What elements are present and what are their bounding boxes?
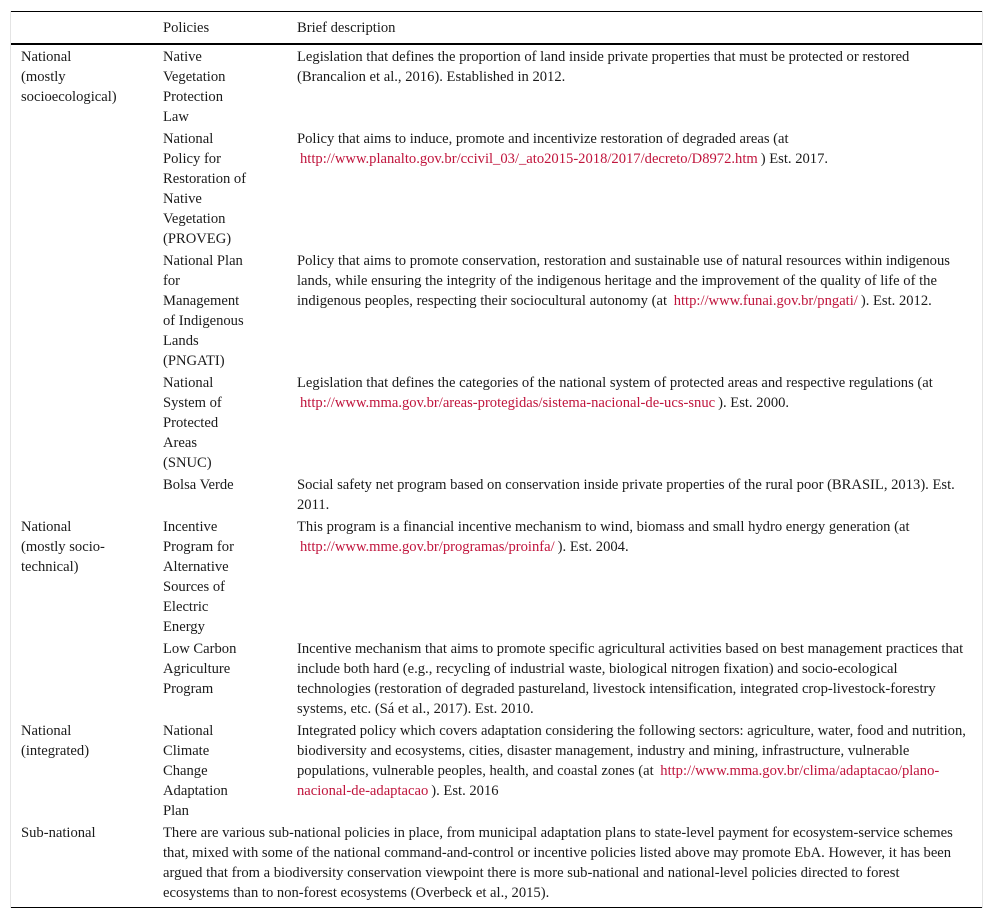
policy-link[interactable]: http://www.mme.gov.br/programas/proinfa/ (300, 539, 555, 555)
table-row (11, 637, 982, 719)
level-cell (11, 473, 163, 515)
description-text: Incentive mechanism that aims to promote specific agricultural activities based on best management practices that include both hard (e.g., recycling of industrial waste, biological nitrogen fixation) and socio-ecological technologies (restoration of degraded pastureland, livestock intensification, integrated crop-livestock-forestry systems, etc. (Sá et al., 2017). Est. 2010. (297, 641, 964, 717)
policy-name-cell: National Climate Change Adaptation Plan (163, 723, 228, 819)
description-text: Social safety net program based on conservation inside private properties of the rural poor (BRASIL, 2013). Est. 2011. (297, 477, 955, 513)
description-cell (297, 127, 982, 249)
level-cell: National (mostly socioecological) (21, 49, 117, 105)
table-row (11, 515, 982, 637)
description-suffix: ). Est. 2004. (557, 539, 629, 555)
description-text: This program is a financial incentive mechanism to wind, biomass and small hydro energy generation (at (297, 519, 910, 535)
description-text: Legislation that defines the proportion of land inside private properties that must be protected or restored (Brancalion et al., 2016). Established in 2012. (297, 49, 910, 85)
table-row (11, 44, 982, 127)
description-cell: There are various sub-national policies in place, from municipal adaptation plans to state-level payment for ecosystem-service schemes that, mixed with some of the national command-and-control or incentive policies listed above may promote EbA. However, it has been argued that from a biodiversity conservation viewpoint there is more sub-national and national-level policies directed to forest ecosystems than to non-forest ecosystems (Overbeck et al., 2015). (163, 825, 953, 901)
description-text: Policy that aims to promote conservation, restoration and sustainable use of natural resources within indigenous lands, while ensuring the integrity of the indigenous heritage and the improvement of the quality of life of the indigenous peoples, respecting their sociocultural autonomy (at (297, 253, 950, 309)
description-text: Integrated policy which covers adaptation considering the following sectors: agriculture, water, food and nutrition, biodiversity and ecosystems, cities, disaster management, industry and mining, infrastructure, vulnerable populations, vulnerable peoples, health, and coastal zones (at (297, 723, 966, 779)
description-text: Policy that aims to induce, promote and incentivize restoration of degraded areas (at (297, 131, 789, 147)
table-row (11, 127, 982, 249)
policy-name-cell: National System of Protected Areas (SNUC) (163, 375, 222, 471)
level-cell: National (mostly socio- technical) (21, 519, 105, 575)
description-suffix: ). Est. 2016 (431, 783, 499, 799)
table-row-subnational (11, 821, 982, 908)
description-suffix: ). Est. 2012. (860, 293, 932, 309)
table-row (11, 249, 982, 371)
description-cell (297, 44, 982, 127)
policy-name-cell: Native Vegetation Protection Law (163, 49, 226, 125)
table-row (11, 371, 982, 473)
policy-name-cell: Low Carbon Agriculture Program (163, 641, 237, 697)
policy-name-cell: Bolsa Verde (163, 477, 234, 493)
description-cell (297, 249, 982, 371)
description-text: Legislation that defines the categories of the national system of protected areas and respective regulations (at (297, 375, 933, 391)
description-suffix: ) Est. 2017. (760, 151, 829, 167)
policy-name-cell: Incentive Program for Alternative Sources of Electric Energy (163, 519, 234, 635)
table-header-row (11, 12, 982, 45)
description-cell (297, 515, 982, 637)
policy-table-container (10, 11, 983, 908)
policy-name-cell: National Plan for Management of Indigenous Lands (PNGATI) (163, 253, 244, 369)
level-cell (11, 371, 163, 473)
header-policies: Policies (163, 20, 210, 36)
description-cell (297, 637, 982, 719)
level-cell: Sub-national (21, 825, 96, 841)
header-description: Brief description (297, 20, 396, 36)
table-row (11, 473, 982, 515)
level-cell (11, 637, 163, 719)
table-row (11, 719, 982, 821)
header-level (11, 12, 163, 45)
level-cell: National (integrated) (21, 723, 90, 759)
policy-name-cell: National Policy for Restoration of Native Vegetation (PROVEG) (163, 131, 247, 247)
description-cell (297, 371, 982, 473)
policy-link[interactable]: http://www.mma.gov.br/clima/adaptacao/plano-nacional-de-adaptacao (297, 763, 940, 799)
description-suffix: ). Est. 2000. (718, 395, 790, 411)
policy-table (11, 11, 982, 908)
level-cell (11, 249, 163, 371)
policy-link[interactable]: http://www.mma.gov.br/areas-protegidas/sistema-nacional-de-ucs-snuc (300, 395, 716, 411)
description-cell (297, 473, 982, 515)
description-cell (297, 719, 982, 821)
policy-link[interactable]: http://www.funai.gov.br/pngati/ (673, 293, 858, 309)
policy-link[interactable]: http://www.planalto.gov.br/ccivil_03/_ato2015-2018/2017/decreto/D8972.htm (300, 151, 758, 167)
level-cell (11, 127, 163, 249)
